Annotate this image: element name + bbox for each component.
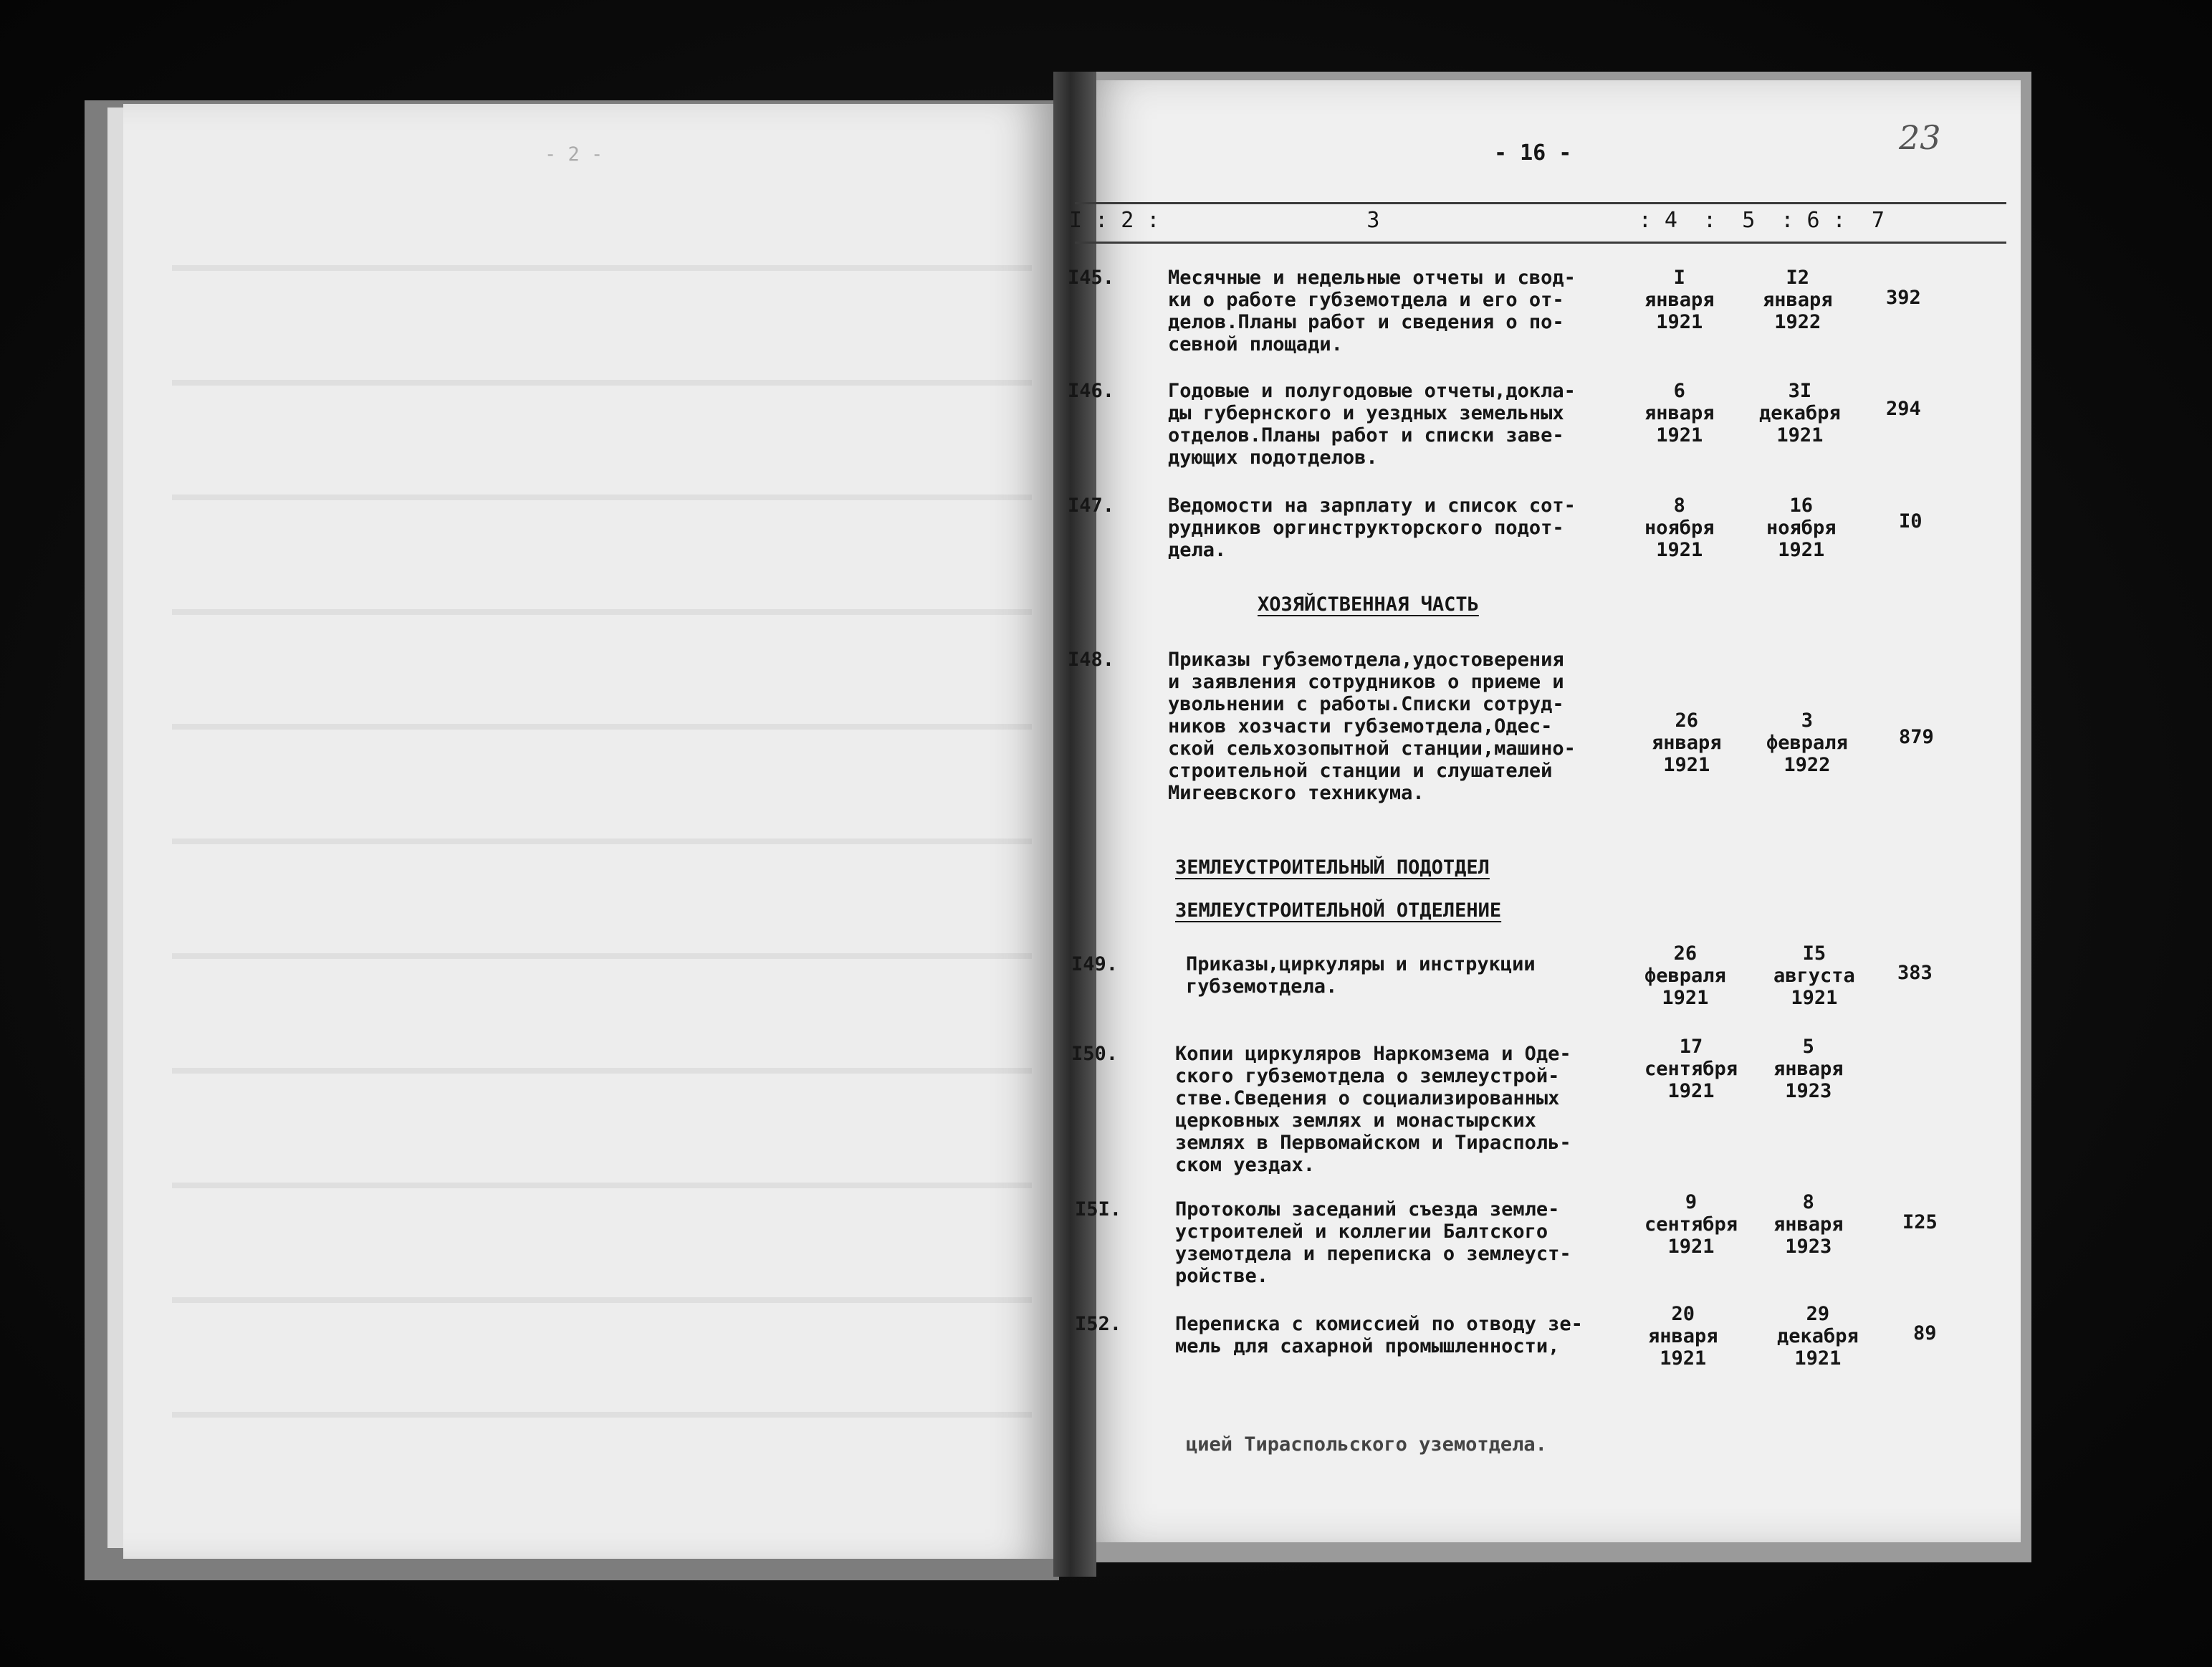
row-number: I48. xyxy=(1068,649,1115,671)
left-page-number: - 2 - xyxy=(545,143,603,166)
archive-sheet-number: 23 xyxy=(1899,118,1941,157)
row-end-date: 16 ноября 1921 xyxy=(1766,495,1837,561)
row-description: Приказы,циркуляры и инструкции губземотдела. xyxy=(1186,953,1536,998)
row-description: Переписка с комиссией по отводу зе- мель для сахарной промышленности, xyxy=(1175,1313,1583,1357)
row-start-date: I января 1921 xyxy=(1644,267,1715,333)
row-start-date: 9 сентября 1921 xyxy=(1644,1191,1738,1258)
book-spine xyxy=(1053,72,1096,1577)
row-description: Ведомости на зарплату и список сот- рудников оргинструкторского подот- дела. xyxy=(1168,495,1576,561)
row-start-date: 6 января 1921 xyxy=(1644,380,1715,446)
header-top-rule xyxy=(1075,202,2006,204)
row-end-date: I5 августа 1921 xyxy=(1773,942,1855,1009)
row-end-date: 5 января 1923 xyxy=(1773,1036,1844,1102)
row-sheet-count: 89 xyxy=(1913,1322,1937,1344)
page-number: - 16 - xyxy=(1494,140,1572,166)
row-start-date: 8 ноября 1921 xyxy=(1644,495,1715,561)
row-number: I45. xyxy=(1068,267,1115,289)
row-start-date: 26 февраля 1921 xyxy=(1644,942,1726,1009)
row-end-date: 8 января 1923 xyxy=(1773,1191,1844,1258)
row-sheet-count: 879 xyxy=(1899,726,1934,748)
row-sheet-count: I0 xyxy=(1899,510,1923,532)
row-end-date: 3I декабря 1921 xyxy=(1759,380,1841,446)
row-number: I52. xyxy=(1075,1313,1122,1335)
header-bottom-rule xyxy=(1075,242,2006,244)
row-description: Месячные и недельные отчеты и свод- ки о работе губземотдела и его от- делов.Планы работ и сведения о по- севной площади. xyxy=(1168,267,1576,355)
row-number: I5I. xyxy=(1075,1198,1122,1221)
row-description: Копии циркуляров Наркомзема и Оде- ского губземотдела о землеустрой- стве.Сведения о социализированных церковных землях и монастырских землях в Первомайском и Тирасполь- ском уездах. xyxy=(1175,1043,1571,1176)
row-description: Приказы губземотдела,удостоверения и заявления сотрудников о приеме и увольнении с работы.Списки сотруд- ников хозчасти губземотдела,Одес- ской сельхозопытной станции,машино- строительной станции и слушателей Мигеевского техникума. xyxy=(1168,649,1576,804)
row-sheet-count: 392 xyxy=(1886,287,1921,309)
bleed-through-text xyxy=(172,215,1032,1433)
row-number: I46. xyxy=(1068,380,1115,402)
row-start-date: 17 сентября 1921 xyxy=(1644,1036,1738,1102)
row-start-date: 26 января 1921 xyxy=(1652,710,1722,776)
row-start-date: 20 января 1921 xyxy=(1648,1303,1718,1370)
column-header: I : 2 : 3 : 4 : 5 : 6 : 7 xyxy=(1069,208,1885,233)
row-number: I47. xyxy=(1068,495,1115,517)
section-heading: ЗЕМЛЕУСТРОИТЕЛЬНЫЙ ПОДОТДЕЛ xyxy=(1175,856,1490,879)
section-heading: ХОЗЯЙСТВЕННАЯ ЧАСТЬ xyxy=(1258,593,1479,616)
underlying-page-text: цией Тираспольского уземотдела. xyxy=(1186,1433,1547,1456)
section-heading: ЗЕМЛЕУСТРОИТЕЛЬНОЙ ОТДЕЛЕНИЕ xyxy=(1175,899,1502,922)
row-number: I50. xyxy=(1071,1043,1119,1065)
row-end-date: 3 февраля 1922 xyxy=(1766,710,1848,776)
row-sheet-count: 383 xyxy=(1897,962,1933,984)
row-description: Протоколы заседаний съезда земле- устроителей и коллегии Балтского уземотдела и переписка о землеуст- ройстве. xyxy=(1175,1198,1571,1287)
row-end-date: I2 января 1922 xyxy=(1763,267,1833,333)
row-description: Годовые и полугодовые отчеты,докла- ды губернского и уездных земельных отделов.Планы работ и списки заве- дующих подотделов. xyxy=(1168,380,1576,469)
row-number: I49. xyxy=(1071,953,1119,975)
row-end-date: 29 декабря 1921 xyxy=(1777,1303,1859,1370)
row-sheet-count: I25 xyxy=(1902,1211,1938,1233)
row-sheet-count: 294 xyxy=(1886,398,1921,420)
